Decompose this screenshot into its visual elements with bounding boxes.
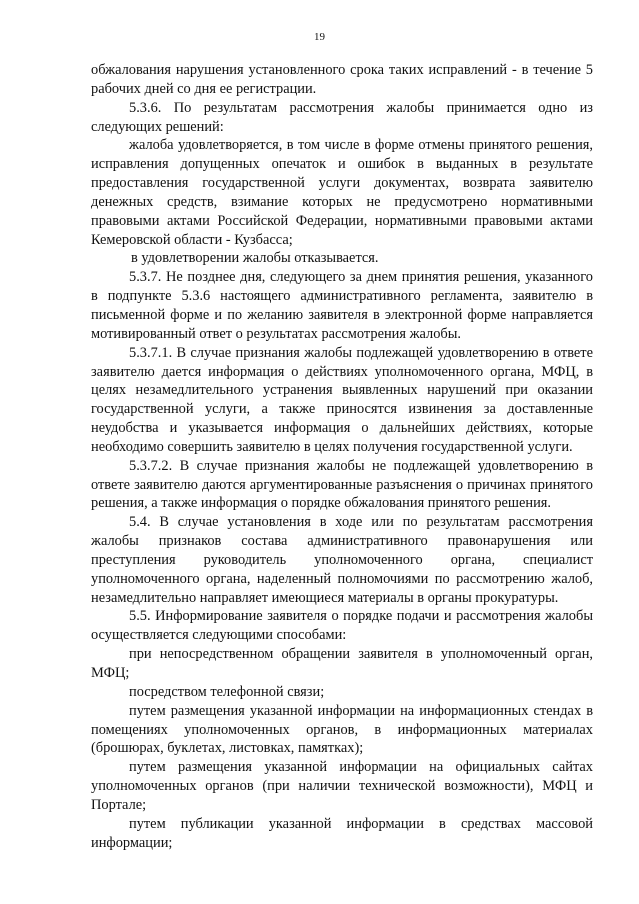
paragraph-5-3-7-2: 5.3.7.2. В случае признания жалобы не подлежащей удовлетворению в ответе заявителю даются аргументированные разъяснения о причинах принятого решения, а также информация о порядке обжалования принятого решения. xyxy=(91,457,593,512)
paragraph-complaint-rejected: в удовлетворении жалобы отказывается. xyxy=(131,250,379,267)
list-item-official-websites: путем размещения указанной информации на официальных сайтах уполномоченных органов (при наличии технической возможности), МФЦ и Портале; xyxy=(91,759,593,813)
list-item-direct-appeal: при непосредственном обращении заявителя в уполномоченный орган, МФЦ; xyxy=(91,646,593,681)
page-number: 19 xyxy=(314,31,325,43)
paragraph-5-3-7-1: 5.3.7.1. В случае признания жалобы подлежащей удовлетворению в ответе заявителю дается информация о действиях уполномоченного органа, МФЦ, в целях незамедлительного устранения выявленных нарушений при оказании государственной услуги, а также приносятся извинения за доставленные неудобства и указывается информация о дальнейших действиях, которые необходимо совершить заявителю в целях получения государственной услуги. xyxy=(91,344,593,455)
paragraph-5-3-7: 5.3.7. Не позднее дня, следующего за днем принятия решения, указанного в подпункте 5.3.6 настоящего административного регламента, заявителю в письменной форме и по желанию заявителя в электронной форме направляется мотивированный ответ о результатах рассмотрения жалобы. xyxy=(91,269,593,342)
paragraph-5-5: 5.5. Информирование заявителя о порядке подачи и рассмотрения жалобы осуществляется следующими способами: xyxy=(91,608,593,644)
document-body xyxy=(91,61,593,852)
list-item-telephone: посредством телефонной связи; xyxy=(129,683,325,700)
paragraph-5-3-6: 5.3.6. По результатам рассмотрения жалобы принимается одно из следующих решений: xyxy=(91,99,593,135)
paragraph-complaint-deadline: обжалования нарушения установленного срока таких исправлений - в течение 5 рабочих дней со дня ее регистрации. xyxy=(91,62,593,97)
list-item-info-stands: путем размещения указанной информации на информационных стендах в помещениях уполномоченных органов, в информационных материалах (брошюрах, буклетах, листовках, памятках); xyxy=(91,702,593,757)
list-item-mass-media: путем публикации указанной информации в средствах массовой информации; xyxy=(91,815,593,851)
paragraph-5-4: 5.4. В случае установления в ходе или по результатам рассмотрения жалобы признаков состава административного правонарушения или преступления руководитель уполномоченного органа, специалист уполномоченного органа, наделенный полномочиями по рассмотрению жалоб, незамедлительно направляет имеющиеся материалы в органы прокуратуры. xyxy=(91,514,593,606)
paragraph-complaint-satisfied: жалоба удовлетворяется, в том числе в форме отмены принятого решения, исправления допущенных опечаток и ошибок в выданных в результате предоставления государственной услуги документах, возврата заявителю денежных средств, взимание которых не предусмотрено нормативными правовыми актами Российской Федерации, нормативными правовыми актами Кемеровской области - Кузбасса; xyxy=(91,137,593,248)
